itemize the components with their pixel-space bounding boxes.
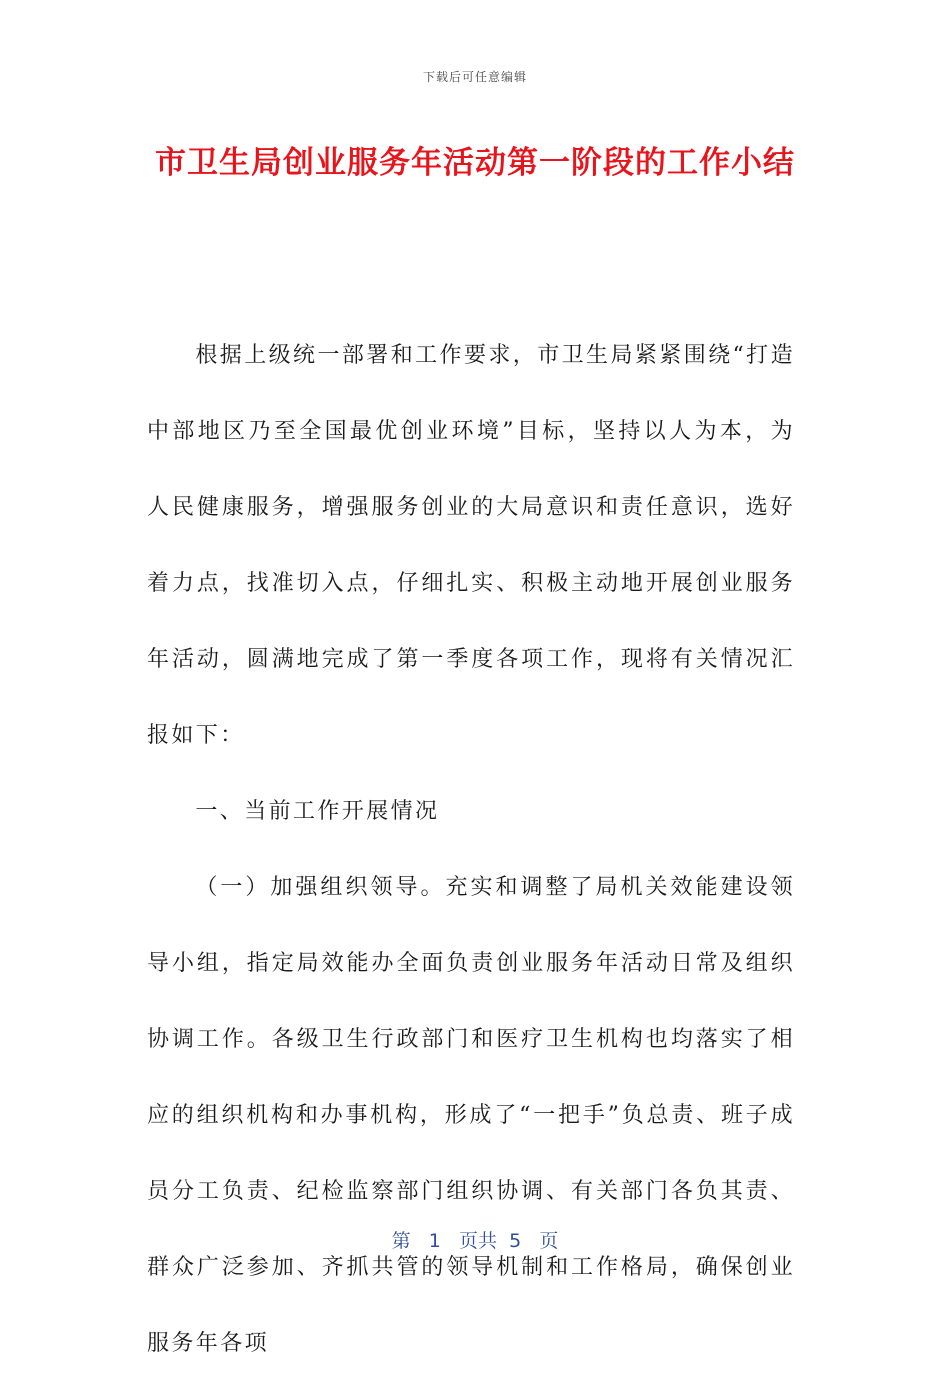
paragraph-intro: 根据上级统一部署和工作要求，市卫生局紧紧围绕“打造中部地区乃至全国最优创业环境”目标，坚持以人为本，为人民健康服务，增强服务创业的大局意识和责任意识，选好着力点，找准切入点，仔细扎实、积极主动地开展创业服务年活动，圆满地完成了第一季度各项工作，现将有关情况汇报如下： [147,343,795,748]
page-footer [0,1226,950,1253]
footer-middle: 页共 [459,1230,498,1252]
document-title: 市卫生局创业服务年活动第一阶段的工作小结 [155,145,795,181]
paragraph-organization: （一）加强组织领导。充实和调整了局机关效能建设领导小组，指定局效能办全面负责创业服务年活动日常及组织协调工作。各级卫生行政部门和医疗卫生机构也均落实了相应的组织机构和办事机构，形成了“一把手”负总责、班子成员分工负责、纪检监察部门组织协调、有关部门各负其责、群众广泛参加、齐抓共管的领导机制和工作格局，确保创业服务年各项 [147,875,795,1356]
footer-prefix: 第 [391,1230,411,1252]
document-body [147,318,795,1382]
header-note: 下载后可任意编辑 [422,70,527,84]
total-pages-number: 5 [509,1230,522,1252]
section-heading: 一、当前工作开展情况 [195,799,440,824]
current-page-number: 1 [428,1230,441,1252]
footer-suffix: 页 [539,1230,559,1252]
